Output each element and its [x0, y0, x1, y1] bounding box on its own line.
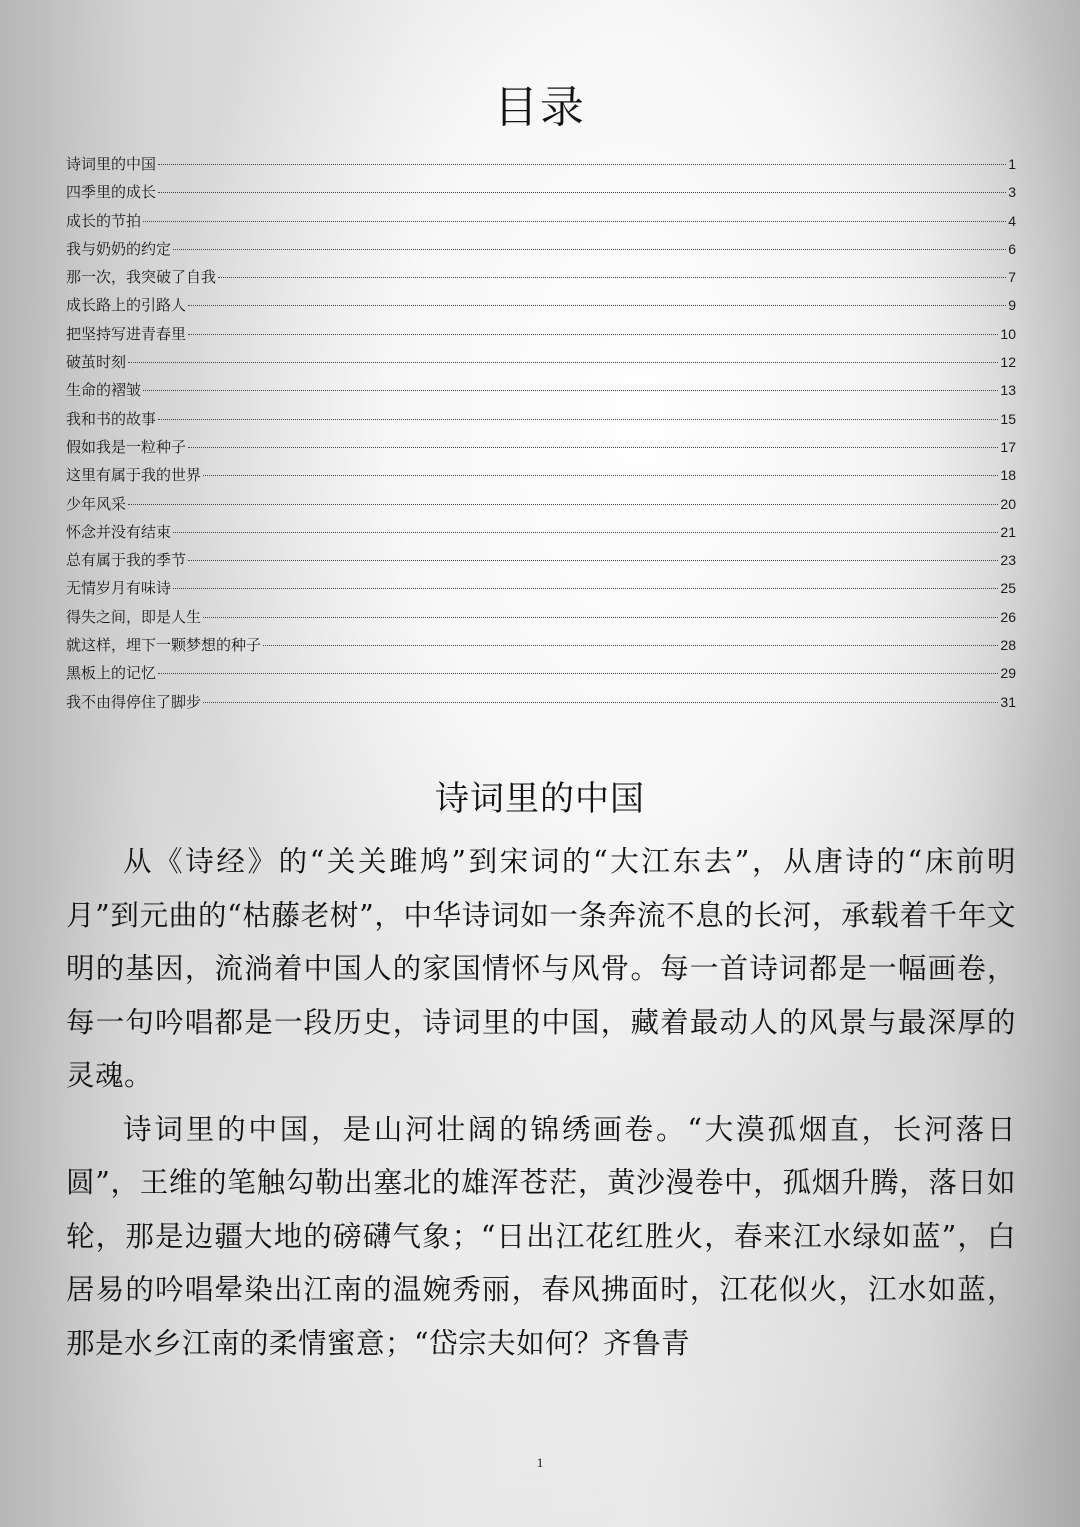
toc-entry[interactable]: [66, 661, 1016, 689]
toc-entry[interactable]: [66, 152, 1016, 180]
toc-entry[interactable]: [66, 322, 1016, 350]
toc-entry[interactable]: [66, 293, 1016, 321]
toc-entry-page: 13: [1000, 382, 1016, 399]
toc-entry[interactable]: [66, 209, 1016, 237]
toc-entry[interactable]: [66, 548, 1016, 576]
toc-entry-title: 生命的褶皱: [66, 381, 142, 400]
toc-leader-dots: [128, 504, 998, 505]
toc-title: 目录: [494, 82, 586, 133]
toc-leader-dots: [218, 277, 1006, 278]
toc-entry-title: 这里有属于我的世界: [66, 466, 202, 485]
toc-entry-page: 29: [1000, 665, 1016, 682]
article-paragraph: 诗词里的中国，是山河壮阔的锦绣画卷。“大漠孤烟直，长河落日圆”，王维的笔触勾勒出塞北的雄浑苍茫，黄沙漫卷中，孤烟升腾，落日如轮，那是边疆大地的磅礴气象；“日出江花红胜火，春来江水绿如蓝”，白居易的吟唱晕染出江南的温婉秀丽，春风拂面时，江花似火，江水如蓝，那是水乡江南的柔情蜜意；“岱宗夫如何？齐鲁青: [66, 1112, 1016, 1360]
toc-entry-title: 诗词里的中国: [66, 155, 157, 173]
toc-leader-dots: [128, 362, 998, 363]
toc-entry[interactable]: [66, 633, 1016, 661]
toc-entry[interactable]: [66, 463, 1016, 491]
toc-entry-title: 就这样，埋下一颗梦想的种子: [66, 636, 262, 655]
toc-entry[interactable]: [66, 690, 1016, 718]
toc-leader-dots: [173, 588, 998, 589]
toc-entry-page: 3: [1008, 184, 1016, 201]
toc-leader-dots: [188, 560, 998, 561]
toc-entry-title: 成长路上的引路人: [66, 296, 187, 315]
toc-entry-page: 28: [1000, 637, 1016, 654]
toc-entry-page: 25: [1000, 580, 1016, 597]
toc-entry-page: 26: [1000, 608, 1016, 625]
toc-entry-page: 1: [1008, 156, 1016, 172]
toc-entry-page: 31: [1000, 693, 1016, 710]
toc-entry-title: 那一次，我突破了自我: [66, 268, 217, 287]
toc-entry-title: 四季里的成长: [66, 183, 157, 202]
toc-leader-dots: [263, 645, 998, 646]
toc-leader-dots: [143, 221, 1006, 222]
toc-entry-title: 无情岁月有味诗: [66, 579, 172, 598]
toc-entry-page: 6: [1008, 240, 1016, 257]
toc-leader-dots: [188, 305, 1006, 306]
toc-entry-page: 7: [1008, 269, 1016, 286]
article-paragraph: 从《诗经》的“关关雎鸠”到宋词的“大江东去”，从唐诗的“床前明月”到元曲的“枯藤老树”，中华诗词如一条奔流不息的长河，承载着千年文明的基因，流淌着中国人的家国情怀与风骨。每一首诗词都是一幅画卷，每一句吟唱都是一段历史，诗词里的中国，藏着最动人的风景与最深厚的灵魂。: [66, 845, 1016, 1092]
toc-leader-dots: [158, 673, 998, 674]
article-title: 诗词里的中国: [435, 779, 645, 819]
toc-entry-page: 23: [1000, 552, 1016, 569]
toc-entry-page: 17: [1000, 438, 1016, 455]
toc-entry-title: 破茧时刻: [66, 353, 127, 372]
toc-entry-title: 把坚持写进青春里: [66, 324, 187, 343]
toc-leader-dots: [203, 475, 998, 476]
toc-entry[interactable]: [66, 576, 1016, 604]
toc-entry-page: 15: [1000, 410, 1016, 427]
article-body: [66, 835, 1016, 1370]
toc-entry-page: 20: [1000, 495, 1016, 512]
toc-leader-dots: [158, 419, 998, 420]
toc-entry-page: 9: [1008, 297, 1016, 314]
toc-leader-dots: [143, 390, 998, 391]
toc-entry[interactable]: [66, 265, 1016, 293]
toc-entry[interactable]: [66, 407, 1016, 435]
toc-entry-title: 总有属于我的季节: [66, 551, 187, 570]
toc-entry[interactable]: [66, 520, 1016, 548]
toc-entry[interactable]: [66, 605, 1016, 633]
toc-entry-page: 4: [1008, 212, 1016, 229]
toc-entry[interactable]: [66, 180, 1016, 208]
toc-entry-page: 18: [1000, 467, 1016, 484]
toc-entry[interactable]: [66, 237, 1016, 265]
toc-leader-dots: [158, 164, 1006, 165]
toc-leader-dots: [173, 249, 1006, 250]
toc-leader-dots: [203, 617, 998, 618]
toc-entry-page: 21: [1000, 523, 1016, 540]
page-number: 1: [536, 1455, 544, 1470]
toc-entry-page: 12: [1000, 354, 1016, 371]
toc-leader-dots: [173, 532, 998, 533]
toc-leader-dots: [188, 334, 998, 335]
toc-entry[interactable]: [66, 435, 1016, 463]
toc-entry-title: 怀念并没有结束: [66, 522, 172, 541]
toc-entry-title: 我与奶奶的约定: [66, 239, 172, 258]
toc-entry-title: 我不由得停住了脚步: [66, 692, 202, 711]
toc-entry-title: 我和书的故事: [66, 409, 157, 428]
toc-entry[interactable]: [66, 350, 1016, 378]
toc-entry[interactable]: [66, 492, 1016, 520]
toc-leader-dots: [188, 447, 998, 448]
toc-entry-page: 10: [1000, 325, 1016, 342]
toc-leader-dots: [203, 702, 998, 703]
toc-entry-title: 成长的节拍: [66, 211, 142, 230]
table-of-contents: [66, 152, 1016, 718]
toc-entry-title: 假如我是一粒种子: [66, 437, 187, 456]
toc-entry-title: 黑板上的记忆: [66, 664, 157, 683]
toc-entry-title: 少年风采: [66, 494, 127, 513]
toc-entry-title: 得失之间，即是人生: [66, 607, 202, 626]
toc-leader-dots: [158, 192, 1006, 193]
toc-entry[interactable]: [66, 378, 1016, 406]
